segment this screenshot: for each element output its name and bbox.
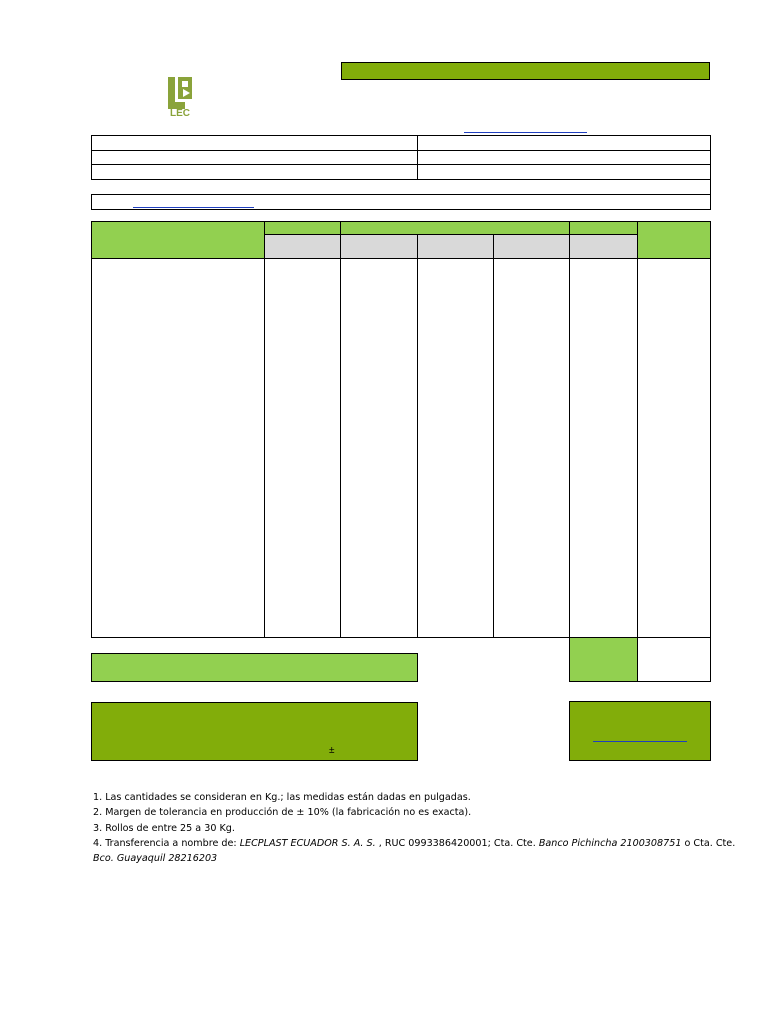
info-column-divider — [417, 135, 418, 180]
info-row-divider — [91, 150, 711, 151]
note-5 — [93, 851, 713, 866]
terms-notes — [93, 790, 736, 866]
contact-row-edge — [710, 180, 711, 194]
client-info-grid — [91, 135, 711, 180]
header-group-3 — [570, 222, 637, 234]
table-column-line — [569, 221, 570, 638]
subheader-top-line — [264, 234, 638, 235]
tolerance-symbol: ± — [329, 745, 335, 756]
header-description — [92, 222, 264, 258]
observations-bar — [91, 653, 418, 682]
note-4-ruc: , RUC 0993386420001; Cta. Cte. — [378, 837, 539, 849]
note-2: 2. Margen de tolerancia en producción de ± 10% (la fabricación no es exacta). — [93, 807, 472, 819]
note-4-prefix: 4. Transferencia a nombre de: — [93, 837, 240, 849]
subheader-cell — [418, 235, 493, 258]
note-4-alt: o Cta. Cte. — [681, 837, 736, 849]
header-link-underline[interactable] — [464, 132, 587, 133]
payment-box — [569, 701, 711, 761]
table-column-line — [340, 221, 341, 638]
note-1: 1. Las cantidades se consideran en Kg.; las medidas están dadas en pulgadas. — [93, 792, 471, 803]
header-total — [638, 222, 710, 258]
info-row-divider — [91, 164, 711, 165]
conditions-box — [91, 702, 418, 761]
subheader-cell — [341, 235, 417, 258]
header-group-2 — [341, 222, 569, 234]
table-column-line — [264, 221, 265, 638]
contact-email-link[interactable] — [133, 207, 254, 208]
header-group-1 — [265, 222, 340, 234]
table-column-line — [493, 234, 494, 638]
items-table — [91, 221, 711, 638]
table-column-line — [637, 221, 638, 638]
payment-link[interactable] — [593, 741, 687, 742]
note-4-bank-1: Banco Pichincha 2100308751 — [538, 837, 682, 849]
logo-text: LEC — [170, 108, 190, 119]
subheader-cell — [570, 235, 637, 258]
subtotal-label-cell — [569, 637, 638, 682]
note-4-company: LECPLAST ECUADOR S. A. S. — [239, 837, 379, 849]
table-column-line — [417, 234, 418, 638]
subheader-cell — [265, 235, 340, 258]
note-5-bank-2: Bco. Guayaquil 28216203 — [93, 853, 218, 865]
note-4 — [93, 836, 736, 851]
subtotal-value-cell — [637, 637, 711, 682]
subheader-cell — [494, 235, 569, 258]
note-3: 3. Rollos de entre 25 a 30 Kg. — [93, 822, 235, 834]
header-bottom-line — [91, 258, 711, 259]
document-title-bar — [341, 62, 710, 80]
